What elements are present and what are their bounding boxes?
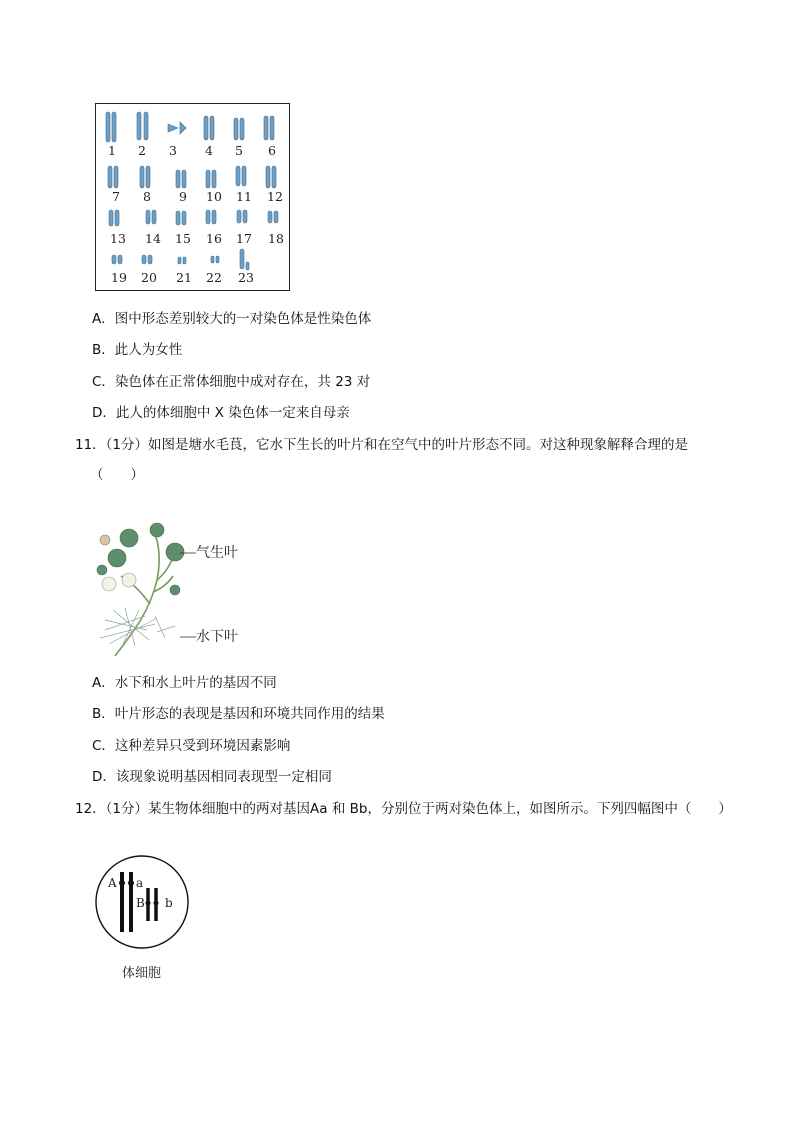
karyotype-number: 7 [112,189,120,204]
karyotype-number: 3 [169,143,177,158]
q10-option-b: B．此人为女性 [92,342,183,358]
q10-option-c: C．染色体在正常体细胞中成对存在，共 23 对 [92,374,371,390]
karyotype-number: 19 [111,270,127,285]
karyotype-number: 11 [236,189,252,204]
karyotype-number: 23 [238,270,254,285]
q12-stem: 12．（1分）某生物体细胞中的两对基因Aa 和 Bb，分别位于两对染色体上，如图所示。下列四幅图中（ ） [75,801,732,817]
karyotype-number: 13 [110,231,126,246]
karyotype-number: 21 [176,270,192,285]
gene-b: b [165,896,173,910]
karyotype-number: 5 [235,143,243,158]
karyotype-number: 15 [175,231,191,246]
q11-option-c: C．这种差异只受到环境因素影响 [92,738,291,754]
label-submerged-leaf: 水下叶 [196,629,238,645]
karyotype-number: 20 [141,270,157,285]
karyotype-number: 22 [206,270,222,285]
karyotype-number: 10 [206,189,222,204]
label-aerial-leaf: 气生叶 [196,545,238,561]
karyotype-number: 14 [145,231,161,246]
karyotype-number: 4 [205,143,213,158]
q11-option-b: B．叶片形态的表现是基因和环境共同作用的结果 [92,706,385,722]
karyotype-number: 9 [179,189,187,204]
karyotype-number: 8 [143,189,151,204]
q11-answer-paren: （ ） [90,467,144,483]
q10-option-a: A．图中形态差别较大的一对染色体是性染色体 [92,311,372,327]
gene-A: A [108,876,117,890]
q11-option-d: D．该现象说明基因相同表现型一定相同 [92,769,332,785]
karyotype-number: 18 [268,231,284,246]
karyotype-number: 1 [108,143,116,158]
cell-caption: 体细胞 [122,966,162,981]
q11-stem: 11．（1分）如图是塘水毛茛，它水下生长的叶片和在空气中的叶片形态不同。对这种现象解释合理的是 [75,437,689,453]
q10-option-d: D．此人的体细胞中 X 染色体一定来自母亲 [92,405,350,421]
q11-option-a: A．水下和水上叶片的基因不同 [92,675,277,691]
karyotype-number: 16 [206,231,222,246]
karyotype-figure [95,103,290,291]
gene-B: B [136,896,145,910]
karyotype-number: 12 [267,189,283,204]
gene-a: a [136,876,144,890]
karyotype-number: 17 [236,231,252,246]
karyotype-number: 6 [268,143,276,158]
karyotype-number: 2 [138,143,146,158]
